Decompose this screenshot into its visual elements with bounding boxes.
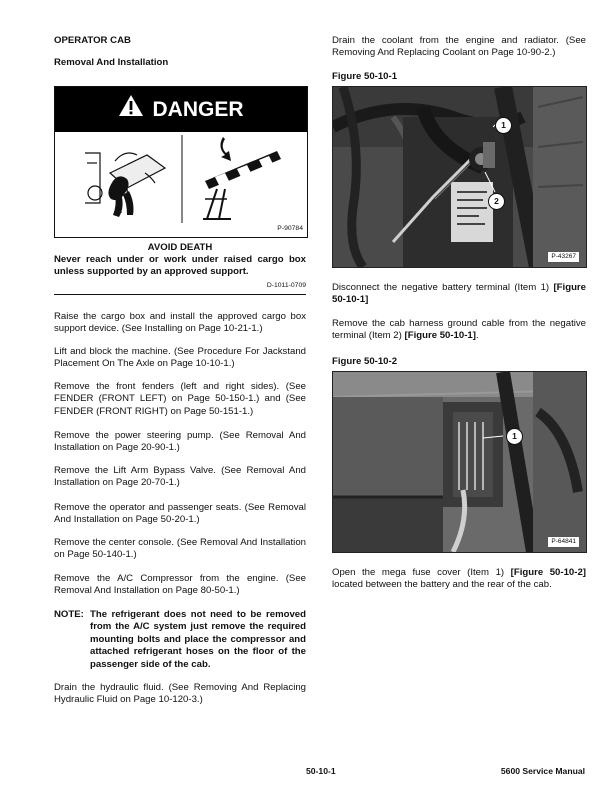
- figure-2-title: Figure 50-10-2: [332, 356, 398, 367]
- step-raise-cargo-box: Raise the cargo box and install the approved cargo box support device. (See Installing on Page 10-21-1.): [54, 311, 306, 335]
- note-text: The refrigerant does not need to be removed from the A/C system just remove the required mounting bolts and place the compressor and attached refrigerant hoses on the floor of the passenger side of the cab.: [90, 609, 306, 670]
- section-title: OPERATOR CAB: [54, 35, 131, 46]
- danger-code: D-1011-0709: [266, 282, 306, 289]
- step-remove-console: Remove the center console. (See Removal And Installation on Page 50-140-1.): [54, 537, 306, 561]
- danger-message: Never reach under or work under raised cargo box unless supported by an approved support.: [54, 254, 306, 278]
- figure-1-code: P-43267: [547, 251, 580, 263]
- page-number: 50-10-1: [306, 766, 336, 776]
- open-fuse-text-1: Open the mega fuse cover (Item 1): [332, 567, 511, 578]
- step-drain-coolant: Drain the coolant from the engine and radiator. (See Removing And Replacing Coolant on Page 10-90-2.): [332, 35, 586, 59]
- figure-2-code: P-64841: [547, 536, 580, 548]
- remove-ground-figure-ref: [Figure 50-10-1]: [404, 330, 476, 342]
- manual-title: 5600 Service Manual: [500, 766, 585, 776]
- disconnect-text: Disconnect the negative battery terminal (Item 1): [332, 282, 554, 293]
- open-fuse-text-2: located between the battery and the rear of the cab.: [332, 579, 552, 591]
- danger-image-code: P-90784: [277, 225, 303, 232]
- warning-triangle-icon: [118, 88, 144, 133]
- figure-1-callout-1: 1: [495, 117, 512, 134]
- note-label: NOTE:: [54, 609, 84, 620]
- figure-2-callout-1: 1: [506, 428, 523, 445]
- step-remove-ground-cable: [332, 318, 586, 343]
- step-remove-seats: Remove the operator and passenger seats. (See Removal And Installation on Page 50-20-1.): [54, 502, 306, 526]
- figure-1-callout-2: 2: [488, 193, 505, 210]
- figure-2-photo: [332, 371, 587, 553]
- step-remove-fenders: Remove the front fenders (left and right sides). (See FENDER (FRONT LEFT) on Page 50-150-1.) and (See FENDER (FRONT RIGHT) on Page 50-151-1.): [54, 381, 306, 417]
- subsection-title: Removal And Installation: [54, 57, 169, 68]
- step-lift-block: Lift and block the machine. (See Procedure For Jackstand Placement On The Axle on Page 10-10-1.): [54, 346, 306, 370]
- figure-1-title: Figure 50-10-1: [332, 71, 398, 82]
- disconnect-figure-ref: [Figure 50-10-1]: [332, 282, 586, 306]
- remove-ground-text: Remove the cab harness ground cable from the negative terminal (Item 2): [332, 318, 586, 342]
- step-remove-bypass-valve: Remove the Lift Arm Bypass Valve. (See Removal And Installation on Page 20-70-1.): [54, 465, 306, 489]
- danger-divider: [54, 294, 306, 295]
- danger-panel: [54, 86, 308, 238]
- step-drain-hydraulic: Drain the hydraulic fluid. (See Removing And Replacing Hydraulic Fluid on Page 10-120-3.): [54, 682, 306, 706]
- danger-heading: AVOID DEATH: [147, 242, 213, 253]
- step-remove-power-steering: Remove the power steering pump. (See Removal And Installation on Page 20-90-1.): [54, 430, 306, 454]
- danger-header: [55, 87, 307, 132]
- danger-label: DANGER: [152, 98, 244, 121]
- remove-ground-end: .: [475, 330, 479, 342]
- step-remove-ac-compressor: Remove the A/C Compressor from the engine. (See Removal And Installation on Page 80-50-1.): [54, 573, 306, 597]
- figure-1-photo: [332, 86, 587, 268]
- open-fuse-figure-ref: [Figure 50-10-2]: [510, 567, 586, 578]
- step-disconnect-battery: [332, 282, 586, 307]
- cargo-box-illustration: [55, 133, 307, 225]
- step-open-fuse-cover: [332, 567, 586, 592]
